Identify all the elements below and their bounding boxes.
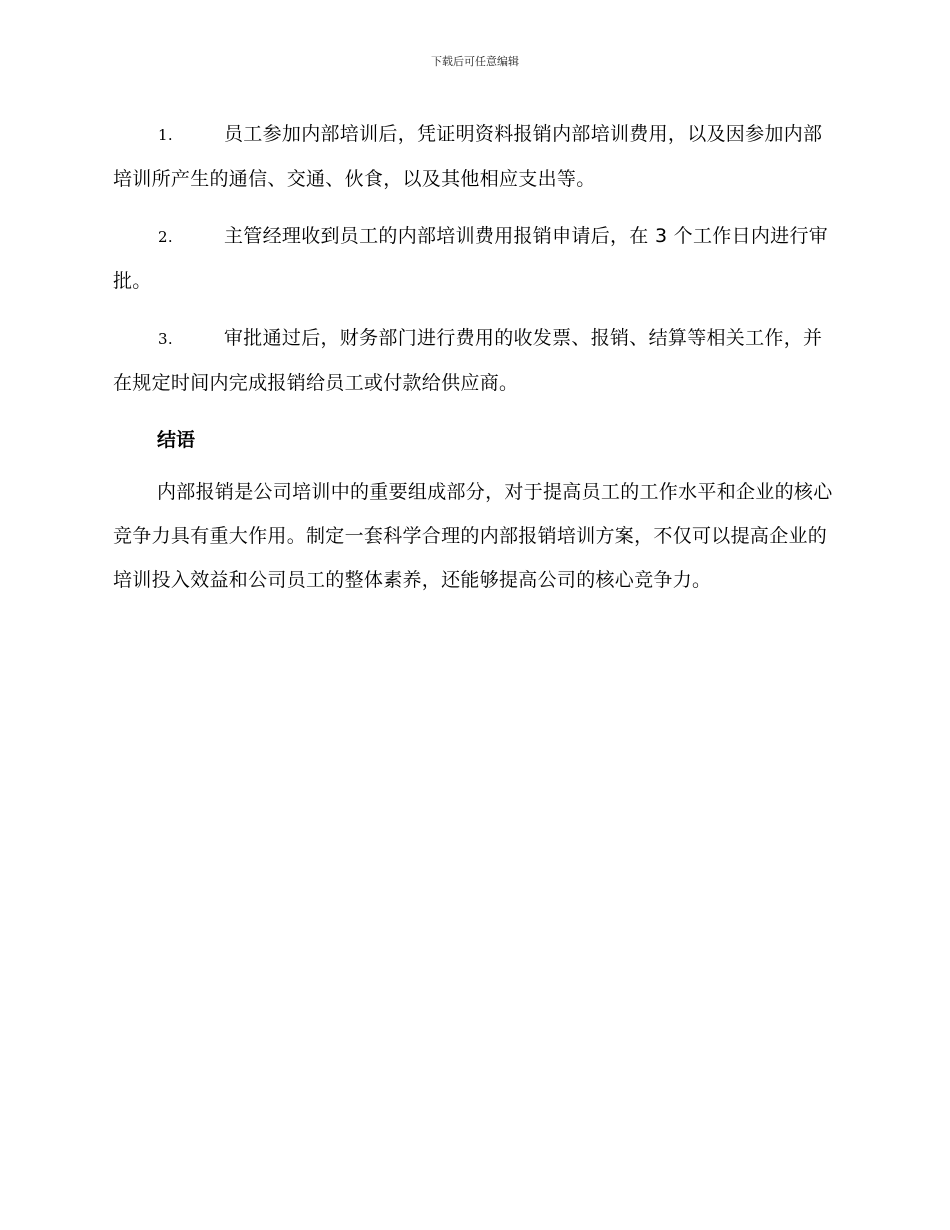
- list-item-text: 员工参加内部培训后，凭证明资料报销内部培训费用，以及因参加内部培训所产生的通信、交通、伙食，以及其他相应支出等。: [113, 123, 823, 190]
- list-number: 1.: [158, 126, 173, 144]
- list-item-2: [113, 214, 833, 303]
- list-number: 3.: [158, 330, 173, 348]
- list-item-1: [113, 112, 833, 201]
- section-heading: 结语: [157, 429, 196, 451]
- page-header: 下载后可任意编辑: [431, 55, 519, 68]
- document-body: [113, 112, 833, 615]
- list-number: 2.: [158, 228, 173, 246]
- list-item-3: [113, 316, 833, 405]
- list-item-text: 审批通过后，财务部门进行费用的收发票、报销、结算等相关工作，并在规定时间内完成报销给员工或付款给供应商。: [113, 327, 823, 394]
- list-item-text: 主管经理收到员工的内部培训费用报销申请后，在 3 个工作日内进行审批。: [113, 225, 829, 292]
- conclusion-paragraph: 内部报销是公司培训中的重要组成部分，对于提高员工的工作水平和企业的核心竞争力具有重大作用。制定一套科学合理的内部报销培训方案，不仅可以提高企业的培训投入效益和公司员工的整体素养，还能够提高公司的核心竞争力。: [113, 481, 833, 591]
